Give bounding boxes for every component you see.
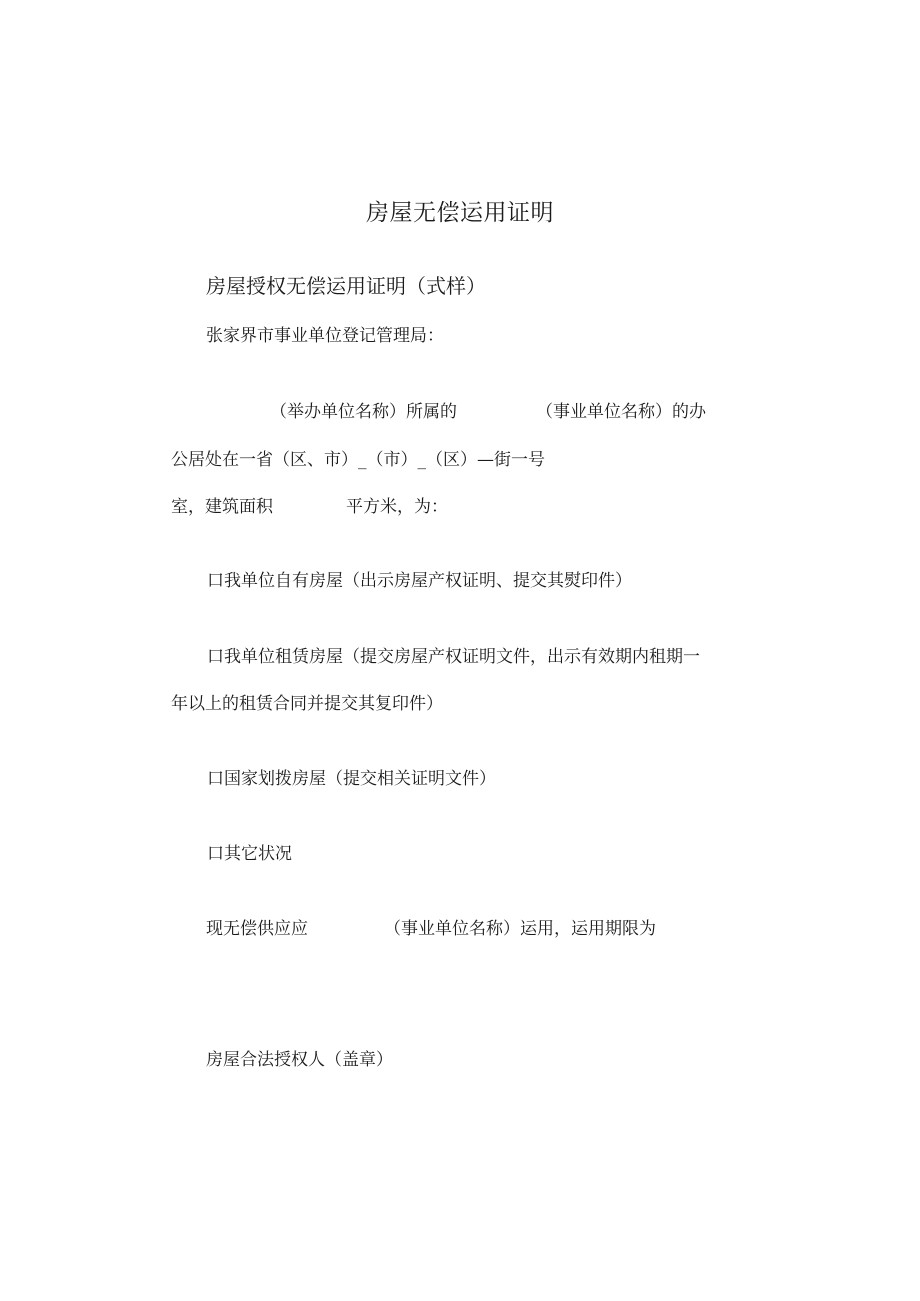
paragraph1-line3-a: 室，建筑面积 (171, 497, 273, 517)
addressee-line: 张家界市事业单位登记管理局： (206, 326, 444, 346)
document-title: 房屋无偿运用证明 (366, 200, 554, 226)
paragraph1-line3-b: 平方米，为： (346, 497, 448, 517)
paragraph1-line2: 公居处在一省（区、市）_（市）_（区）—街一号 (171, 450, 545, 470)
option-owned-property: 口我单位自有房屋（出示房屋产权证明、提交其熨印件） (207, 571, 632, 591)
usage-segment2: （事业单位名称）运用，运用期限为 (384, 919, 656, 939)
option-leased-property-line2: 年以上的租赁合同并提交其复印件） (171, 694, 443, 714)
signature-line: 房屋合法授权人（盖章） (206, 1050, 393, 1070)
option-leased-property-line1: 口我单位租赁房屋（提交房屋产权证明文件，出示有效期内租期一 (207, 647, 700, 667)
option-other: 口其它状况 (207, 844, 292, 864)
paragraph1-segment1: （举办单位名称）所属的 (270, 402, 457, 422)
paragraph1-segment2: （事业单位名称）的办 (536, 402, 706, 422)
option-allocated-property: 口国家划拨房屋（提交相关证明文件） (207, 769, 496, 789)
document-subtitle: 房屋授权无偿运用证明（式样） (206, 274, 486, 298)
usage-segment1: 现无偿供应应 (206, 919, 308, 939)
